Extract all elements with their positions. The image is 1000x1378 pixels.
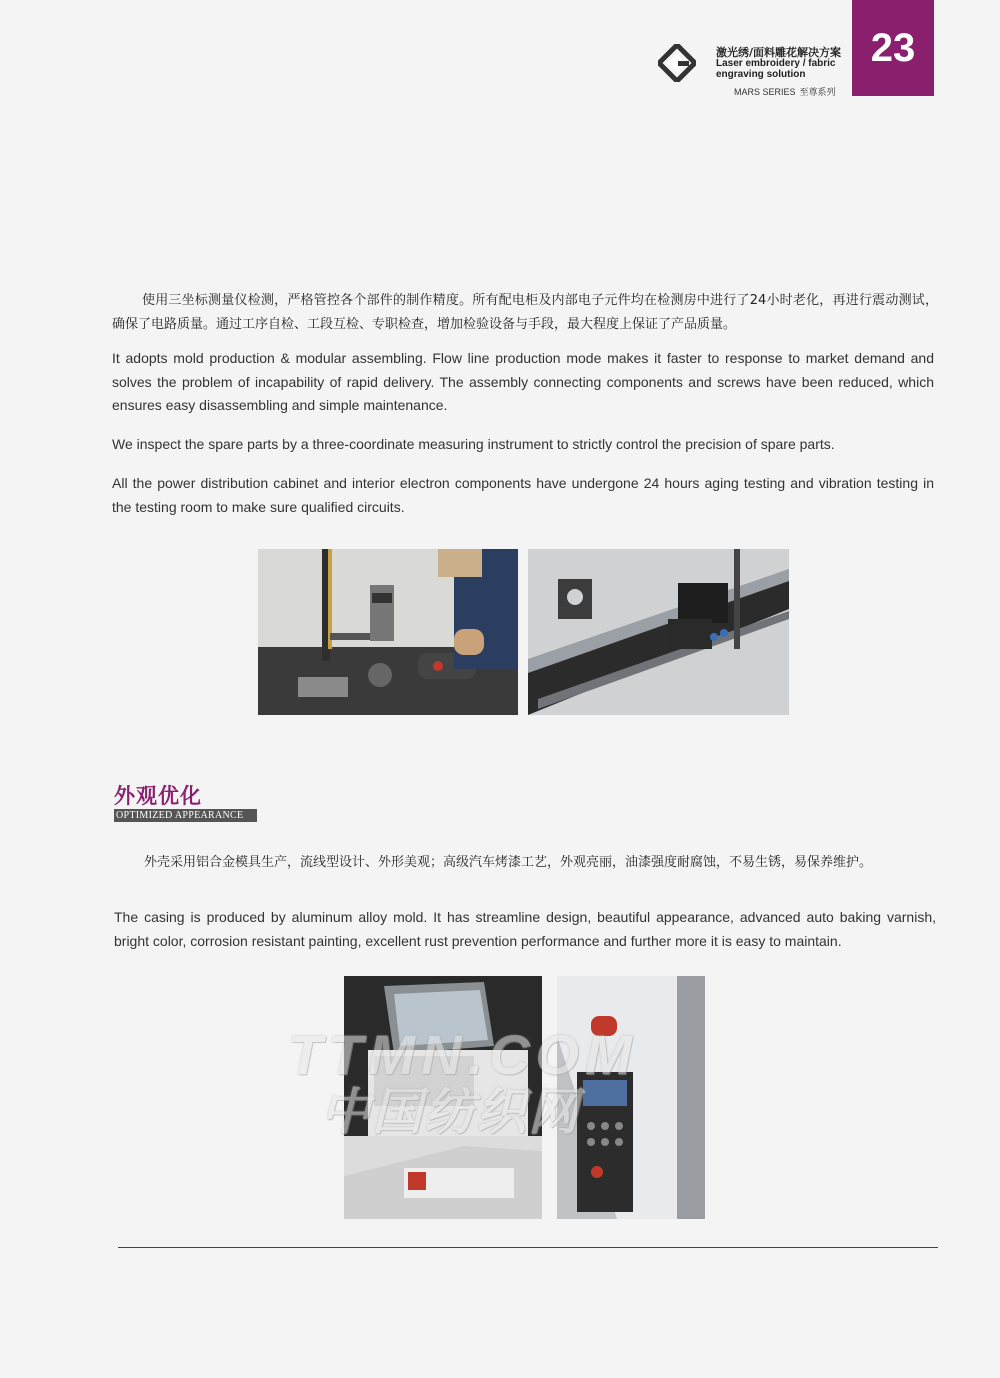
footer-divider <box>118 1247 938 1248</box>
quality-paragraph-en-3: All the power distribution cabinet and interior electron components have undergone 24 hours aging testing and vibration testing in the testing room to make sure qualified circuits. <box>112 475 934 515</box>
photo-control-panel <box>557 976 705 1219</box>
series-en: MARS SERIES <box>734 87 796 97</box>
watermark-cn: 中国纺织网 <box>320 1083 580 1141</box>
photo-measuring-instrument <box>258 549 518 715</box>
header-title-cn: 激光绣/面料雕花解决方案 <box>716 46 842 59</box>
brand-logo-icon <box>658 44 696 82</box>
quality-paragraph-en-2: We inspect the spare parts by a three-coordinate measuring instrument to strictly control the precision of spare parts. <box>112 436 835 452</box>
appearance-paragraph-cn: 外壳采用铝合金模具生产，流线型设计、外形美观；高级汽车烤漆工艺，外观亮丽，油漆强度耐腐蚀，不易生锈，易保养维护。 <box>144 855 873 870</box>
photo-guide-rail <box>528 549 789 715</box>
page-number: 23 <box>870 25 916 70</box>
quality-paragraph-en-1: It adopts mold production & modular assembling. Flow line production mode makes it faster to response to market demand and solves the problem of incapability of rapid delivery. The assembly connecting components and screws have been reduced, which ensures easy disassembling and simple maintenance. <box>112 350 934 413</box>
series-label <box>734 85 836 98</box>
quality-paragraph-cn: 使用三坐标测量仪检测，严格管控各个部件的制作精度。所有配电柜及内部电子元件均在检测房中进行了24小时老化，再进行震动测试，确保了电路质量。通过工序自检、工段互检、专职检查，增加检验设备与手段，最大程度上保证了产品质量。 <box>112 293 938 332</box>
watermark-en: TTMN.COM <box>288 1023 638 1086</box>
appearance-title-en: OPTIMIZED APPEARANCE <box>114 809 257 822</box>
photo-machine-casing <box>344 976 542 1219</box>
appearance-title-cn: 外观优化 <box>114 784 202 808</box>
appearance-paragraph-en: The casing is produced by aluminum alloy mold. It has streamline design, beautiful appearance, advanced auto baking varnish, bright color, corrosion resistant painting, excellent rust prevention performance and further more it is easy to maintain. <box>114 909 936 949</box>
series-cn: 至尊系列 <box>799 88 836 98</box>
page-number-tab <box>852 0 934 96</box>
header-title-en: Laser embroidery / fabric engraving solution <box>716 58 836 80</box>
